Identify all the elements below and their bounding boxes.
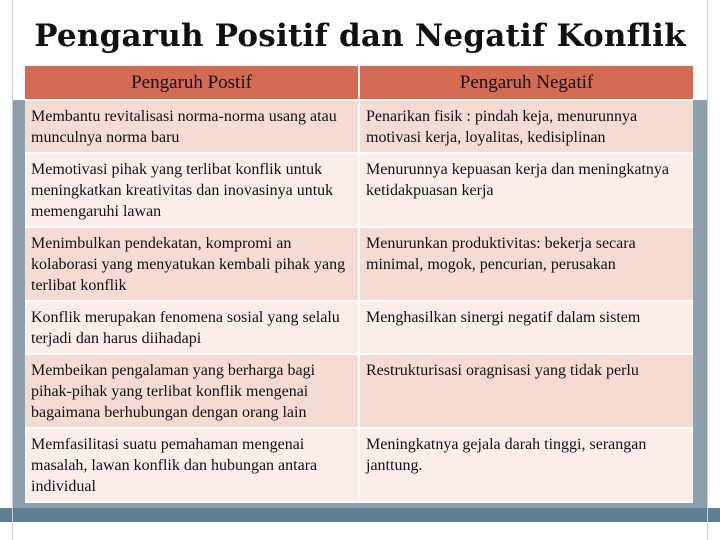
table-row (25, 227, 693, 301)
positive-cell: Menimbulkan pendekatan, kompromi an kolaborasi yang menyatukan kembali pihak yang terlibat konflik (25, 227, 359, 301)
comparison-table (25, 66, 693, 503)
table-row (25, 354, 693, 428)
slide-title: Pengaruh Positif dan Negatif Konflik (34, 18, 686, 54)
table-row (25, 100, 693, 153)
positive-cell: Memotivasi pihak yang terlibat konflik untuk meningkatkan kreativitas dan inovasinya untuk memengaruhi lawan (25, 153, 359, 227)
table-row (25, 153, 693, 227)
negative-cell: Menghasilkan sinergi negatif dalam sistem (359, 301, 693, 354)
table-row (25, 428, 693, 502)
negative-cell: Penarikan fisik : pindah keja, menurunnya motivasi kerja, loyalitas, kedisiplinan (359, 100, 693, 153)
header-negative: Pengaruh Negatif (359, 66, 693, 100)
header-positive: Pengaruh Postif (25, 66, 359, 100)
table-header-row (25, 66, 693, 100)
negative-cell: Menurunnya kepuasan kerja dan meningkatnya ketidakpuasan kerja (359, 153, 693, 227)
positive-cell: Memfasilitasi suatu pemahaman mengenai masalah, lawan konflik dan hubungan antara individual (25, 428, 359, 502)
negative-cell: Meningkatnya gejala darah tinggi, serangan janttung. (359, 428, 693, 502)
table-row (25, 301, 693, 354)
positive-cell: Membeikan pengalaman yang berharga bagi pihak-pihak yang terlibat konflik mengenai bagaimana berhubungan dengan orang lain (25, 354, 359, 428)
positive-cell: Konflik merupakan fenomena sosial yang selalu terjadi dan harus diihadapi (25, 301, 359, 354)
positive-cell: Membantu revitalisasi norma-norma usang atau munculnya norma baru (25, 100, 359, 153)
negative-cell: Menurunkan produktivitas: bekerja secara minimal, mogok, pencurian, perusakan (359, 227, 693, 301)
negative-cell: Restrukturisasi oragnisasi yang tidak perlu (359, 354, 693, 428)
